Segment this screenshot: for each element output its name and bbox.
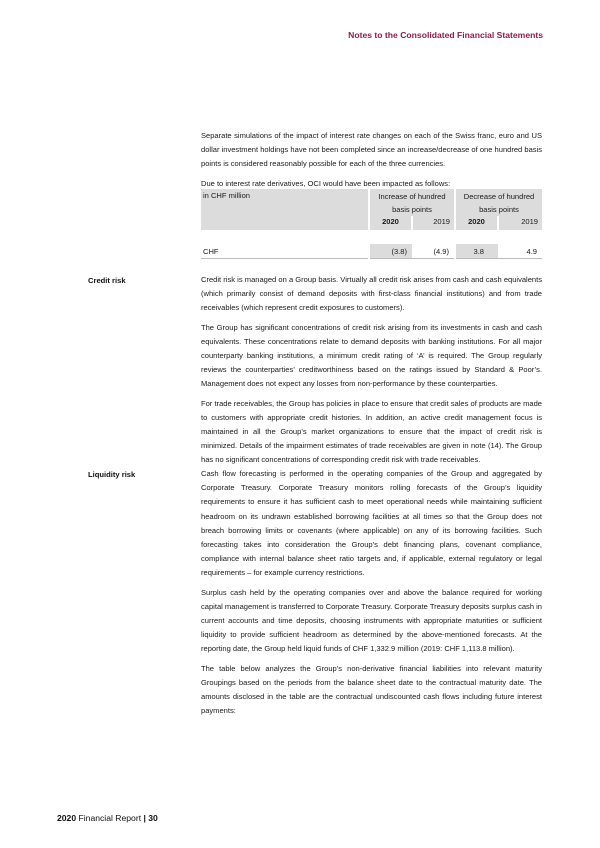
year-header: 2019 xyxy=(412,216,455,230)
cell-value: 4.9 xyxy=(498,244,542,259)
cell-value: (4.9) xyxy=(412,244,455,259)
decrease-group-header: Decrease of hundred basis points xyxy=(455,189,542,216)
footer-report-name: Financial Report xyxy=(78,813,142,823)
intro-section xyxy=(201,129,542,196)
page-number: 30 xyxy=(148,813,158,823)
liquidity-risk-paragraph: The table below analyzes the Group’s non-derivative financial liabilities into relevant maturity Groupings based on the periods from the balance sheet date to the contractual maturity date. The amounts disclosed in the table are the contractual undiscounted cash flows including future interest payments: xyxy=(201,663,542,716)
table-row xyxy=(201,244,542,259)
footer-year: 2020 xyxy=(57,813,77,823)
table-header-row xyxy=(201,189,542,216)
row-label: CHF xyxy=(201,244,369,259)
year-header: 2020 xyxy=(455,216,498,230)
liquidity-risk-label: Liquidity risk xyxy=(88,470,136,479)
liquidity-risk-paragraph: Surplus cash held by the operating companies over and above the balance required for working capital management is transferred to Corporate Treasury. Corporate Treasury deposits surplus cash in current accounts and time deposits, choosing instruments with appropriate maturities or sufficient liquidity to provide sufficient headroom as determined by the above-mentioned forecasts. At the reporting date, the Group held liquid funds of CHF 1,332.9 million (2019: CHF 1,113.8 million). xyxy=(201,587,542,654)
credit-risk-paragraph: For trade receivables, the Group has policies in place to ensure that credit sales of products are made to customers with appropriate credit histories. In addition, an active credit management focus is maintained in all the Group’s market organizations to ensure that the impact of credit risk is minimized. Details of the impairment estimates of trade receivables are given in note (14). The Group has no significant concentrations of corresponding credit risk with trade receivables. xyxy=(201,398,542,465)
credit-risk-section xyxy=(201,273,542,473)
cell-value: (3.8) xyxy=(369,244,412,259)
liquidity-risk-section xyxy=(201,467,542,723)
oci-sensitivity-table xyxy=(201,189,542,259)
footer-separator: | xyxy=(143,813,146,823)
cell-value: 3.8 xyxy=(455,244,498,259)
page-footer xyxy=(57,813,158,823)
liquidity-risk-paragraph: Cash flow forecasting is performed in the operating companies of the Group and aggregated by Corporate Treasury. Corporate Treasury monitors rolling forecasts of the Group’s liquidity requirements to ensure it has sufficient cash to meet operational needs while maintaining sufficient headroom on its undrawn established borrowing facilities at all times so that the Group does not breach borrowing limits or covenants (where applicable) on any of its borrowing facilities. Such forecasting takes into consideration the Group’s debt financing plans, covenant compliance, compliance with internal balance sheet ratio targets and, if applicable, external regulatory or legal requirements – for example currency restrictions. xyxy=(201,469,542,578)
intro-paragraph: Separate simulations of the impact of interest rate changes on each of the Swiss franc, euro and US dollar investment holdings have not been completed since an increase/decrease of one hundred basis points is considered reasonably possible for each of the three currencies. xyxy=(201,131,542,169)
credit-risk-label: Credit risk xyxy=(88,276,126,285)
year-header: 2019 xyxy=(498,216,542,230)
credit-risk-paragraph: The Group has significant concentrations of credit risk arising from its investments in cash and cash equivalents. These concentrations relate to demand deposits with banking institutions. For all major counterparty banking institutions, a minimum credit rating of ‘A’ is required. The Group regularly reviews the counterparties’ creditworthiness based on the ratings issued by Standard & Poor’s. Management does not expect any losses from non-performance by these counterparties. xyxy=(201,322,542,389)
unit-label: in CHF million xyxy=(201,189,369,230)
running-header-title: Notes to the Consolidated Financial Statements xyxy=(348,30,543,40)
year-header: 2020 xyxy=(369,216,412,230)
increase-group-header: Increase of hundred basis points xyxy=(369,189,455,216)
credit-risk-paragraph: Credit risk is managed on a Group basis. Virtually all credit risk arises from cash and cash equivalents (which primarily consist of demand deposits with first-class financial institutions) and from trade receivables (which represent credit exposures to customers). xyxy=(201,275,542,313)
intro-paragraph: Due to interest rate derivatives, OCI would have been impacted as follows: xyxy=(201,178,451,188)
